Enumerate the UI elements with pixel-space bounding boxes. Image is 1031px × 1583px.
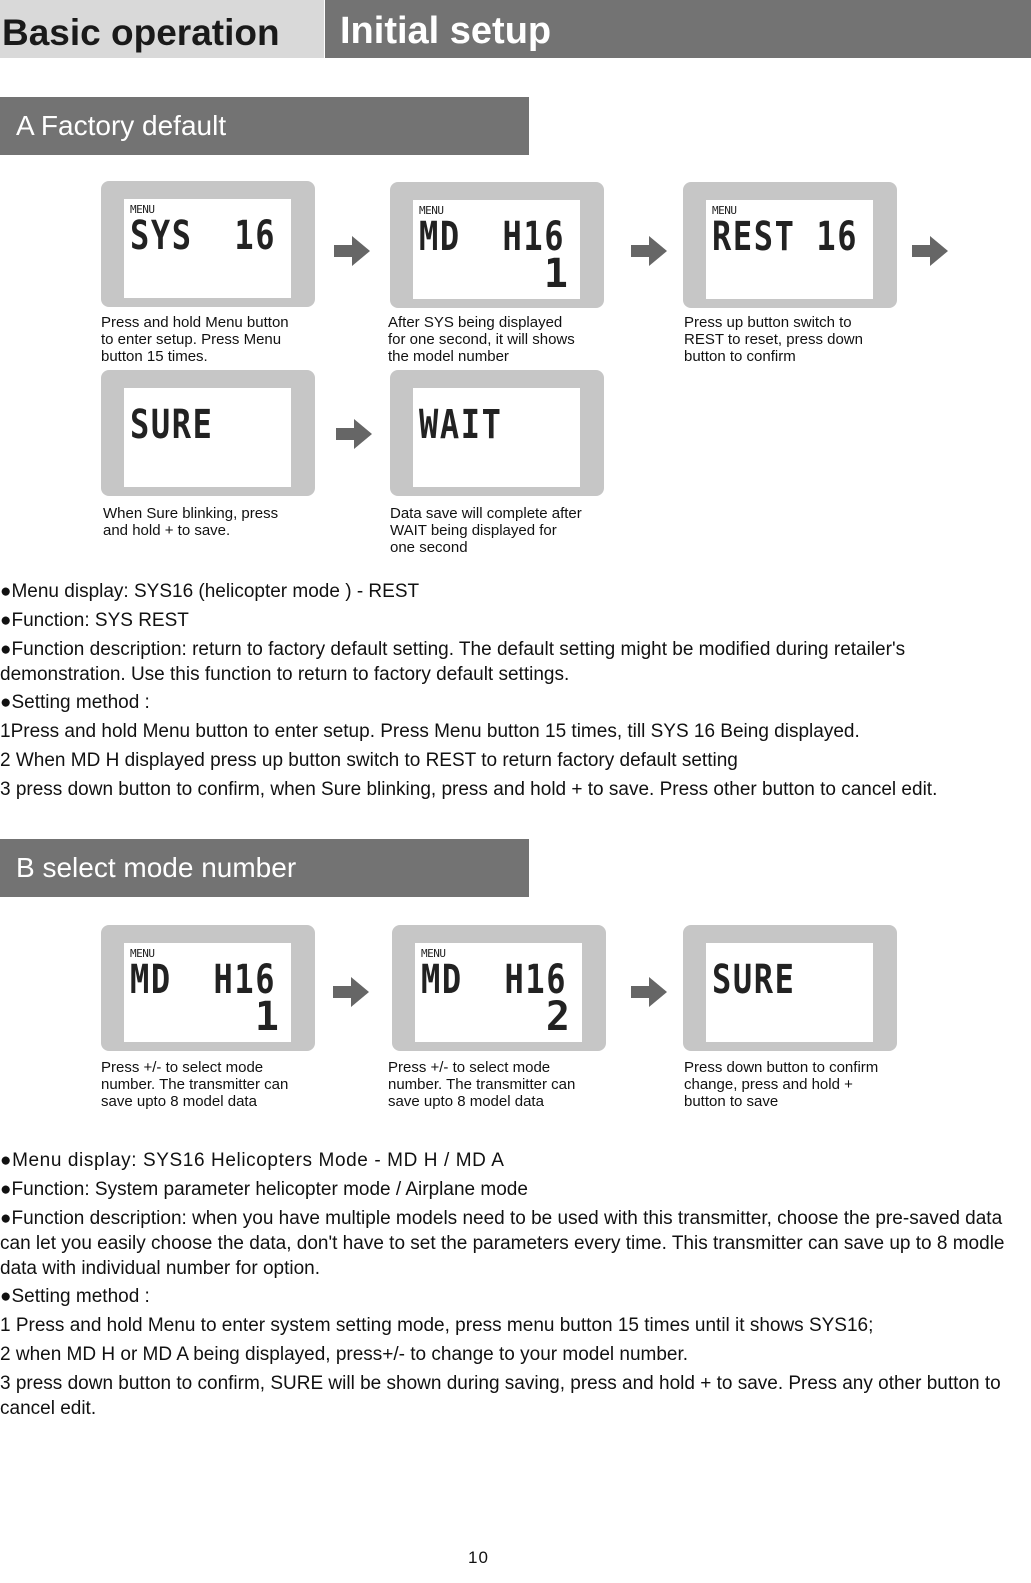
section-b-description: ●Function description: when you have multiple models need to be used with this transmitter, choose the pre-saved data can let you easily choose the data, don't have to set the parameters every time. This transmitter can save up to 8 modle data with individual number for option. [0, 1208, 1005, 1279]
section-b-function: ●Function: System parameter helicopter mode / Airplane mode [0, 1179, 528, 1200]
lcd-sub-text: 1 [254, 994, 279, 1040]
lcd-main-text: MD H16 [130, 957, 277, 1003]
section-a-banner [0, 97, 529, 155]
section-a-menu-display: ●Menu display: SYS16 (helicopter mode ) - REST [0, 581, 420, 602]
section-a-step-3: 3 press down button to confirm, when Sure blinking, press and hold + to save. Press other button to cancel edit. [0, 779, 938, 800]
lcd-menu-label: MENU [419, 204, 444, 217]
section-b-step-3: 3 press down button to confirm, SURE will be shown during saving, press and hold + to save. Press any other button to cancel edit. [0, 1373, 1001, 1419]
section-b-title: B select mode number [16, 852, 297, 883]
lcd-md-h16-2 [392, 925, 606, 1051]
caption-b-step-3: Press down button to confirm change, press and hold + button to save [684, 1059, 879, 1110]
section-b-step-2: 2 when MD H or MD A being displayed, press+/- to change to your model number. [0, 1344, 689, 1365]
section-b-banner [0, 839, 529, 897]
lcd-main-text: MD H16 [421, 957, 568, 1003]
page-number: 10 [468, 1548, 489, 1567]
section-a-title: A Factory default [16, 110, 227, 141]
arrow-right-icon [333, 977, 369, 1007]
caption-step-2: After SYS being displayed for one second, it will shows the model number [388, 314, 575, 365]
section-a-step-2: 2 When MD H displayed press up button switch to REST to return factory default setting [0, 750, 738, 771]
arrow-right-icon [334, 236, 370, 266]
caption-b-step-2: Press +/- to select mode number. The transmitter can save upto 8 model data [388, 1059, 576, 1110]
section-a-description: ●Function description: return to factory default setting. The default setting might be modified during retailer's demonstration. Use this function to return to factory default settings. [0, 639, 906, 685]
lcd-sure [101, 370, 315, 496]
lcd-menu-label: MENU [130, 947, 155, 960]
lcd-menu-label: MENU [130, 203, 155, 216]
lcd-sub-text: 1 [543, 251, 568, 297]
header-initial-setup [325, 0, 1031, 58]
section-a-function: ●Function: SYS REST [0, 610, 189, 631]
lcd-main-text: SURE [130, 402, 214, 448]
lcd-wait [390, 370, 604, 496]
lcd-main-text: SURE [712, 957, 796, 1003]
arrow-right-icon [631, 977, 667, 1007]
lcd-main-text: SYS 16 [130, 213, 277, 259]
section-b-setting-method: ●Setting method : [0, 1286, 150, 1307]
header-right-text: Initial setup [340, 10, 552, 52]
caption-step-3: Press up button switch to REST to reset, press down button to confirm [684, 314, 863, 365]
lcd-main-text: MD H16 [419, 214, 566, 260]
lcd-menu-label: MENU [421, 947, 446, 960]
lcd-sure-b [683, 925, 897, 1051]
header-left-text: Basic operation [2, 12, 280, 53]
lcd-main-text: WAIT [419, 402, 503, 448]
caption-step-4: When Sure blinking, press and hold + to save. [103, 505, 279, 539]
lcd-sub-text: 2 [545, 994, 570, 1040]
section-b-step-1: 1 Press and hold Menu to enter system setting mode, press menu button 15 times until it shows SYS16; [0, 1315, 874, 1336]
arrow-right-icon [912, 236, 948, 266]
section-a-step-1: 1Press and hold Menu button to enter setup. Press Menu button 15 times, till SYS 16 Being displayed. [0, 721, 860, 742]
caption-step-1: Press and hold Menu button to enter setup. Press Menu button 15 times. [101, 314, 289, 365]
lcd-md-h16-1-b [101, 925, 315, 1051]
section-b-menu-display: ●Menu display: SYS16 Helicopters Mode - MD H / MD A [0, 1150, 505, 1171]
section-a-setting-method: ●Setting method : [0, 692, 150, 713]
arrow-right-icon [631, 236, 667, 266]
lcd-menu-label: MENU [712, 204, 737, 217]
lcd-main-text: REST 16 [712, 214, 859, 260]
arrow-right-icon [336, 419, 372, 449]
lcd-md-h16-1 [390, 182, 604, 308]
lcd-rest16 [683, 182, 897, 308]
caption-b-step-1: Press +/- to select mode number. The transmitter can save upto 8 model data [101, 1059, 289, 1110]
lcd-sys16 [101, 181, 315, 307]
caption-step-5: Data save will complete after WAIT being displayed for one second [390, 505, 582, 556]
header-basic-operation [0, 0, 324, 58]
